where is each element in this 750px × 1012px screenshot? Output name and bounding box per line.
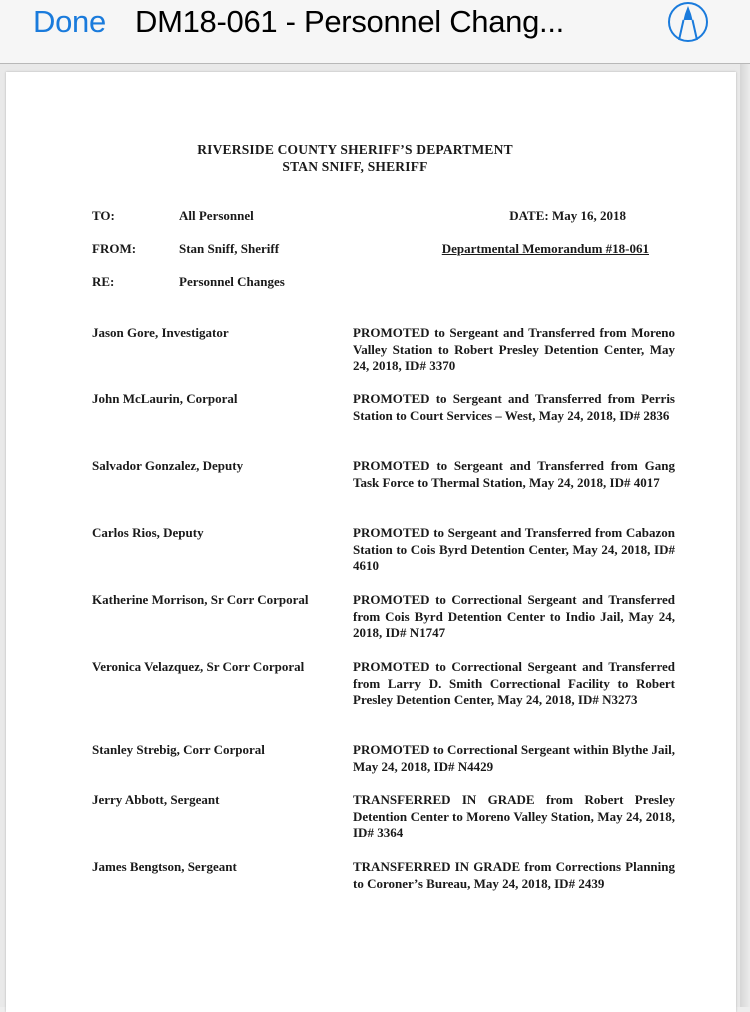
markup-pen-icon xyxy=(664,0,714,44)
to-value: All Personnel xyxy=(179,208,254,223)
entry-name: Veronica Velazquez, Sr Corr Corporal xyxy=(92,659,305,674)
memo-number: Departmental Memorandum #18-061 xyxy=(441,241,649,256)
entry-description: PROMOTED to Sergeant and Transferred from Gang Task Force to Thermal Station, May 24, 2018, ID# 4017 xyxy=(353,458,675,490)
entry-name: Jerry Abbott, Sergeant xyxy=(92,792,220,807)
sheriff-header: STAN SNIFF, SHERIFF xyxy=(282,159,428,174)
entry-description: PROMOTED to Correctional Sergeant and Transferred from Larry D. Smith Correctional Facility to Robert Presley Detention Center, May 24, 2018, ID# N3273 xyxy=(353,659,675,707)
entry-name: Salvador Gonzalez, Deputy xyxy=(92,458,244,473)
entry-name: Jason Gore, Investigator xyxy=(92,325,229,340)
entry-description: PROMOTED to Correctional Sergeant within Blythe Jail, May 24, 2018, ID# N4429 xyxy=(353,742,675,774)
memo-date: DATE: May 16, 2018 xyxy=(509,208,626,223)
entry-description: PROMOTED to Sergeant and Transferred from Perris Station to Court Services – West, May 24, 2018, ID# 2836 xyxy=(353,391,675,423)
re-value: Personnel Changes xyxy=(179,274,285,289)
entry-name: John McLaurin, Corporal xyxy=(92,391,238,406)
department-header: RIVERSIDE COUNTY SHERIFF’S DEPARTMENT xyxy=(197,142,513,157)
navigation-bar xyxy=(0,0,750,64)
entry-name: Carlos Rios, Deputy xyxy=(92,525,204,540)
document-viewer[interactable] xyxy=(0,64,750,1007)
entry-description: PROMOTED to Correctional Sergeant and Transferred from Cois Byrd Detention Center to Indio Jail, May 24, 2018, ID# N1747 xyxy=(353,592,675,640)
to-label: TO: xyxy=(92,208,115,223)
from-label: FROM: xyxy=(92,241,137,256)
entry-description: PROMOTED to Sergeant and Transferred from Moreno Valley Station to Robert Presley Detention Center, May 24, 2018, ID# 3370 xyxy=(353,325,675,373)
done-button[interactable]: Done xyxy=(33,4,106,39)
scroll-edge xyxy=(740,64,750,1007)
entry-name: Stanley Strebig, Corr Corporal xyxy=(92,742,265,757)
entry-name: James Bengtson, Sergeant xyxy=(92,859,237,874)
entry-description: TRANSFERRED IN GRADE from Corrections Planning to Coroner’s Bureau, May 24, 2018, ID# 2439 xyxy=(353,859,675,891)
entry-name: Katherine Morrison, Sr Corr Corporal xyxy=(92,592,309,607)
entry-description: TRANSFERRED IN GRADE from Robert Presley Detention Center to Moreno Valley Station, May 24, 2018, ID# 3364 xyxy=(353,792,675,840)
markup-button[interactable] xyxy=(664,0,714,44)
from-value: Stan Sniff, Sheriff xyxy=(179,241,280,256)
entry-description: PROMOTED to Sergeant and Transferred from Cabazon Station to Cois Byrd Detention Center, May 24, 2018, ID# 4610 xyxy=(353,525,675,573)
document-title: DM18-061 - Personnel Chang... xyxy=(135,4,564,39)
document-page xyxy=(6,72,736,1012)
re-label: RE: xyxy=(92,274,115,289)
